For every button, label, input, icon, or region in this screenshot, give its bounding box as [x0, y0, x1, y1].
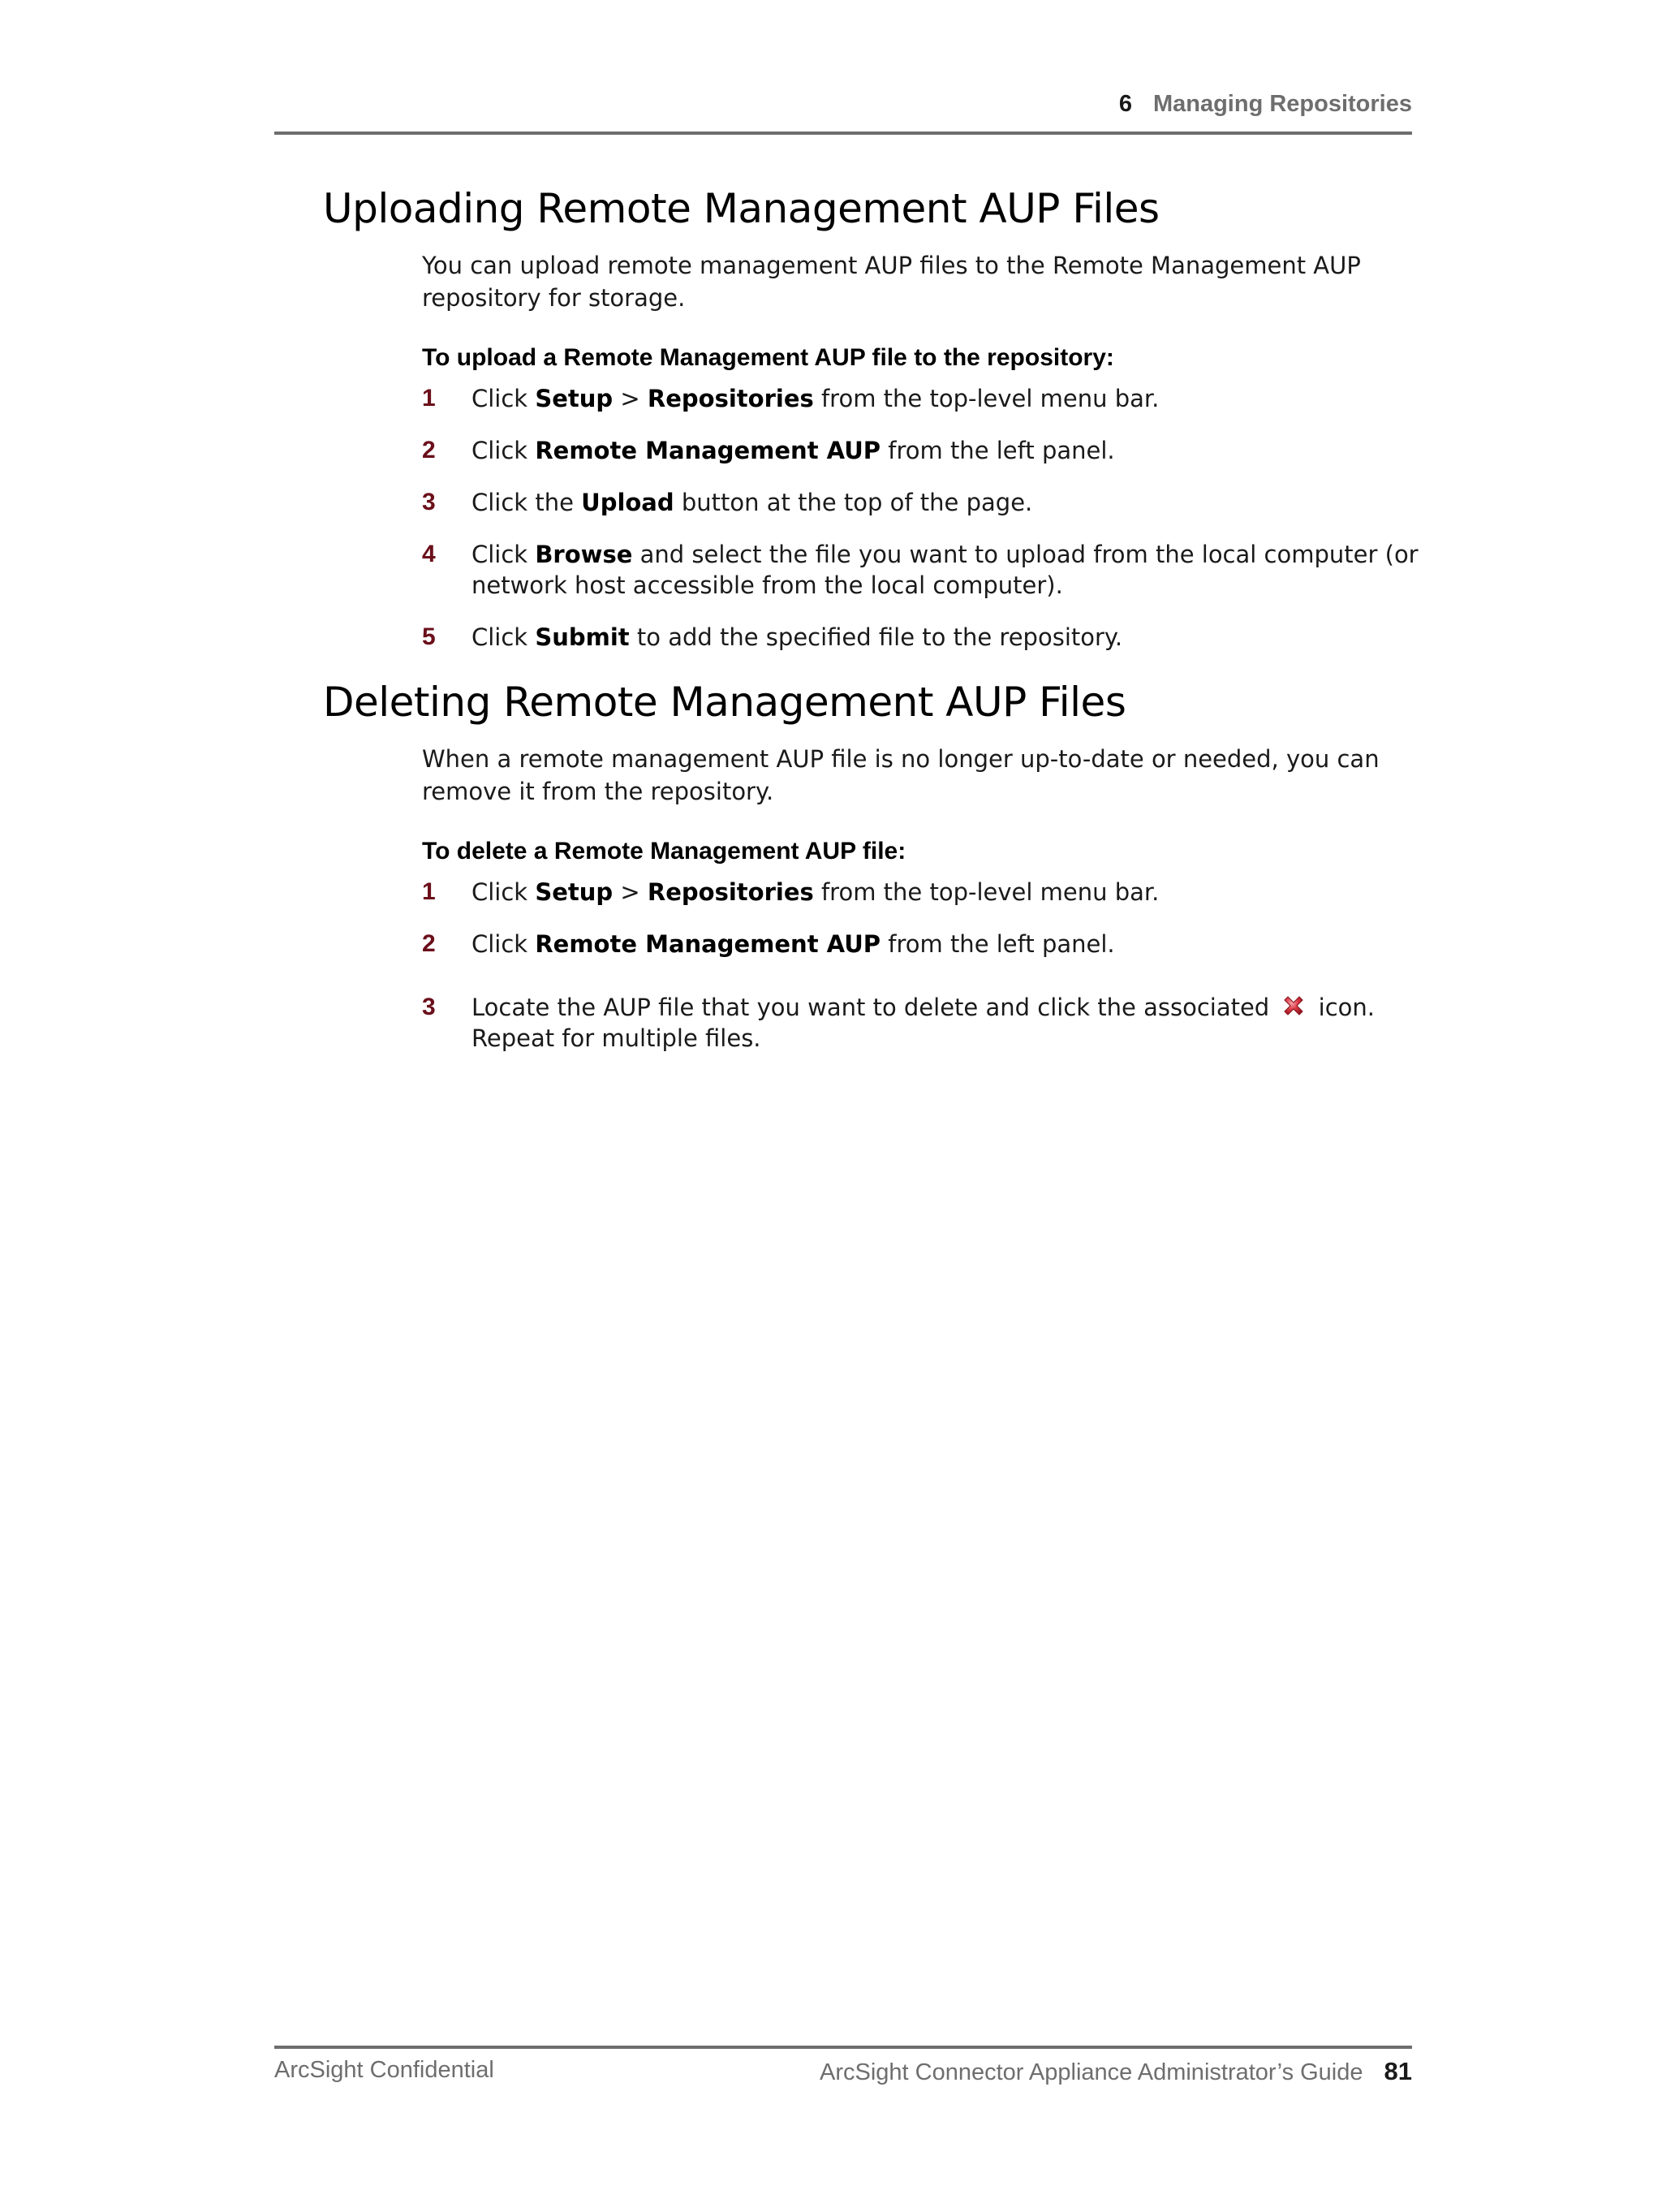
- step-text: Click Browse and select the file you want to upload from the local computer (or network host accessible from the local computer).: [471, 541, 1419, 599]
- menu-repositories: Repositories: [647, 878, 814, 906]
- delete-step-3: [422, 992, 1420, 1054]
- upload-button-label: Upload: [581, 489, 674, 516]
- step-number: 3: [422, 994, 436, 1020]
- page-header: [274, 91, 1412, 135]
- step-number: 2: [422, 930, 436, 957]
- footer-guide-title: [820, 2057, 1412, 2086]
- submit-button-label: Submit: [535, 623, 630, 651]
- page-number: 81: [1384, 2057, 1412, 2085]
- upload-section-heading: Uploading Remote Management AUP Files: [323, 185, 1160, 232]
- delete-section-heading: Deleting Remote Management AUP Files: [323, 679, 1126, 726]
- upload-procedure-heading: To upload a Remote Management AUP file to the repository:: [422, 344, 1114, 371]
- upload-step-1: [422, 383, 1420, 414]
- panel-remote-management-aup: Remote Management AUP: [535, 930, 881, 958]
- delete-procedure-heading: To delete a Remote Management AUP file:: [422, 838, 906, 865]
- step-text: Click Remote Management AUP from the left panel.: [471, 930, 1115, 958]
- footer-confidential: ArcSight Confidential: [274, 2057, 494, 2083]
- step-text: Locate the AUP file that you want to delete and click the associated icon. Repeat for multiple files.: [471, 994, 1375, 1052]
- chapter-title: Managing Repositories: [1152, 91, 1412, 117]
- step-text: Click Setup > Repositories from the top-level menu bar.: [471, 385, 1160, 412]
- upload-step-5: [422, 622, 1420, 653]
- upload-step-4: [422, 539, 1420, 601]
- delete-step-1: [422, 877, 1420, 908]
- menu-setup: Setup: [535, 878, 614, 906]
- browse-button-label: Browse: [535, 541, 633, 568]
- step-number: 5: [422, 623, 436, 650]
- upload-intro: You can upload remote management AUP files to the Remote Management AUP repository for storage.: [422, 252, 1361, 312]
- step-number: 1: [422, 878, 436, 905]
- step-text: Click the Upload button at the top of the page.: [471, 489, 1033, 516]
- step-number: 4: [422, 541, 436, 567]
- step-number: 2: [422, 437, 436, 464]
- delete-intro: When a remote management AUP file is no longer up-to-date or needed, you can remove it from the repository.: [422, 745, 1380, 805]
- delete-x-icon: [1280, 992, 1307, 1020]
- panel-remote-management-aup: Remote Management AUP: [535, 437, 881, 464]
- upload-step-3: [422, 487, 1420, 518]
- page-footer: [274, 2046, 1412, 2098]
- chapter-number: 6: [1118, 91, 1132, 117]
- guide-title: ArcSight Connector Appliance Administrator’s Guide: [820, 2059, 1363, 2085]
- menu-repositories: Repositories: [647, 385, 814, 412]
- step-number: 3: [422, 489, 436, 515]
- header-text: [1119, 91, 1412, 118]
- upload-step-2: [422, 435, 1420, 466]
- step-text: Click Submit to add the specified file to the repository.: [471, 623, 1123, 651]
- step-number: 1: [422, 385, 436, 412]
- menu-setup: Setup: [535, 385, 614, 412]
- step-text: Click Remote Management AUP from the left panel.: [471, 437, 1115, 464]
- step-text: Click Setup > Repositories from the top-level menu bar.: [471, 878, 1160, 906]
- delete-step-2: [422, 929, 1420, 959]
